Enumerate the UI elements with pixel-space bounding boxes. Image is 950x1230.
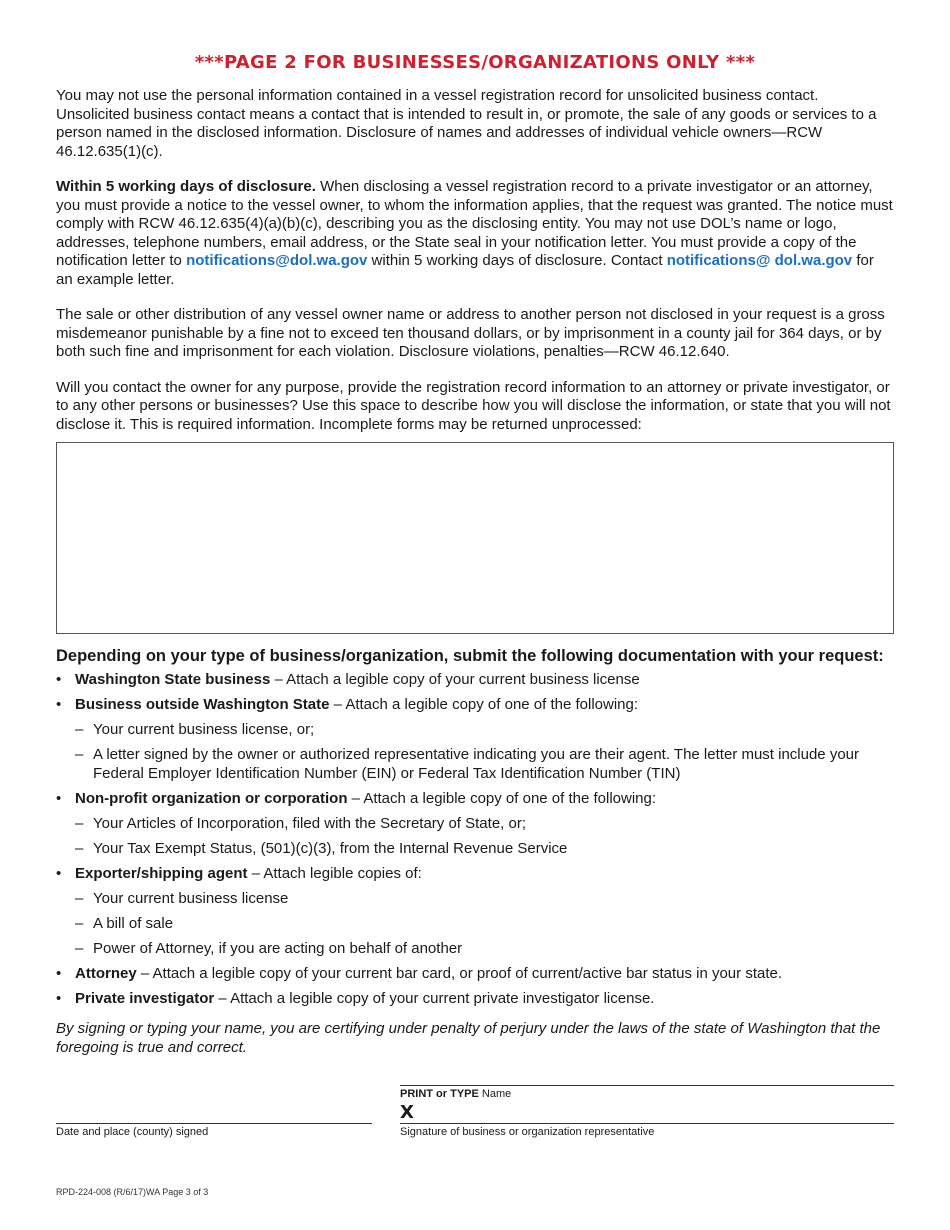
- requirement-text: – Attach legible copies of:: [247, 864, 422, 882]
- list-item: [56, 865, 894, 959]
- signature-x-mark: X: [400, 1102, 414, 1123]
- signature-label: Signature of business or organization representative: [400, 1126, 655, 1138]
- print-name-top-line: [400, 1085, 894, 1086]
- requirement-label: Business outside Washington State: [75, 696, 330, 713]
- disclosure-text-c: for an example letter.: [56, 252, 874, 288]
- disclosure-text-b: within 5 working days of disclosure. Contact: [367, 252, 667, 269]
- requirement-text: – Attach a legible copy of your current private investigator license.: [214, 989, 655, 1007]
- requirements-list: [56, 671, 894, 1008]
- requirement-label: Exporter/shipping agent: [75, 864, 248, 882]
- disclosure-lead: Within 5 working days of disclosure.: [56, 178, 316, 195]
- date-place-field[interactable]: [56, 1123, 372, 1125]
- requirement-label: Private investigator: [75, 989, 215, 1007]
- sub-item: – A bill of sale: [75, 915, 894, 934]
- disclosure-text-a: When disclosing a vessel registration record to a private investigator or an attorney, you must provide a notice to the vessel owner, to whom the information applies, that the request was granted. The notice must comply with RCW 46.12.635(4)(a)(b)(c), describing you as the disclosing entity. You may not use DOL’s name or logo, addresses, telephone numbers, email address, or the State seal in your notification letter. You must provide a copy of the notification letter to: [56, 178, 893, 269]
- sub-item: – Your Tax Exempt Status, (501)(c)(3), from the Internal Revenue Service: [75, 840, 894, 859]
- print-name-label-bold: PRINT or TYPE: [400, 1088, 479, 1100]
- list-item: [56, 965, 894, 984]
- notifications-email-link-2[interactable]: notifications@ dol.wa.gov: [666, 252, 853, 269]
- form-number-footer: RPD-224-008 (R/6/17)WA Page 3 of 3: [56, 1187, 209, 1197]
- sub-item: – Your Articles of Incorporation, filed with the Secretary of State, or;: [75, 815, 894, 834]
- form-page: [56, 52, 894, 1057]
- list-item: [56, 790, 894, 859]
- notifications-email-link[interactable]: notifications@dol.wa.gov: [186, 252, 368, 269]
- requirement-label: Non-profit organization or corporation: [75, 789, 348, 807]
- sub-list: [75, 890, 894, 959]
- requirement-label: Washington State business: [75, 671, 271, 688]
- sub-item: – Your current business license, or;: [75, 721, 894, 740]
- sub-item: – Your current business license: [75, 890, 894, 909]
- requirement-text: – Attach a legible copy of one of the following:: [329, 696, 639, 713]
- list-item: [56, 990, 894, 1009]
- page-title: ***PAGE 2 FOR BUSINESSES/ORGANIZATIONS ONLY ***: [194, 52, 756, 73]
- penalties-paragraph: The sale or other distribution of any vessel owner name or address to another person not disclosed in your request is a gross misdemeanor punishable by a fine not to exceed ten thousand dollars, or by imprisonment in a county jail for 364 days, or by both such fine and imprisonment for each violation. Disclosure violations, penalties—RCW 46.12.640.: [56, 306, 885, 360]
- disclosure-description-box[interactable]: [56, 442, 894, 634]
- disclosure-question: Will you contact the owner for any purpose, provide the registration record information to an attorney or private investigator, or to any other persons or businesses? Use this space to describe how you will disclose the information, or state that you will not disclose it. This is required information. Incomplete forms may be returned unprocessed:: [56, 378, 891, 433]
- requirement-text: – Attach a legible copy of your current bar card, or proof of current/active bar status in your state.: [136, 964, 783, 982]
- sub-list: [75, 815, 894, 859]
- requirements-heading: Depending on your type of business/organization, submit the following documentation with your request:: [56, 647, 884, 665]
- signature-field[interactable]: [400, 1123, 894, 1125]
- certification-statement: By signing or typing your name, you are certifying under penalty of perjury under the laws of the state of Washington that the foregoing is true and correct.: [56, 1020, 881, 1056]
- list-item: [56, 696, 894, 783]
- unsolicited-contact-paragraph: You may not use the personal information contained in a vessel registration record for unsolicited business contact. Unsolicited business contact means a contact that is intended to result in, or promote, the sale of any goods or services to a person named in the disclosed information. Disclosure of names and addresses of individual vehicle owners—RCW 46.12.635(1)(c).: [56, 87, 877, 160]
- requirement-text: – Attach a legible copy of one of the following:: [347, 789, 657, 807]
- sub-item: – A letter signed by the owner or authorized representative indicating you are their agent. The letter must include your Federal Employer Identification Number (EIN) or Federal Tax Identification Number (TIN): [75, 746, 894, 783]
- list-item: [56, 671, 894, 690]
- sub-list: [75, 721, 894, 783]
- disclosure-notice-paragraph: [56, 178, 894, 289]
- requirement-label: Attorney: [75, 964, 137, 982]
- sub-item: – Power of Attorney, if you are acting on behalf of another: [75, 940, 894, 959]
- print-name-label-rest: Name: [478, 1088, 512, 1100]
- print-name-label: [400, 1088, 511, 1100]
- requirement-text: – Attach a legible copy of your current business license: [270, 671, 640, 688]
- date-place-label: Date and place (county) signed: [56, 1126, 209, 1138]
